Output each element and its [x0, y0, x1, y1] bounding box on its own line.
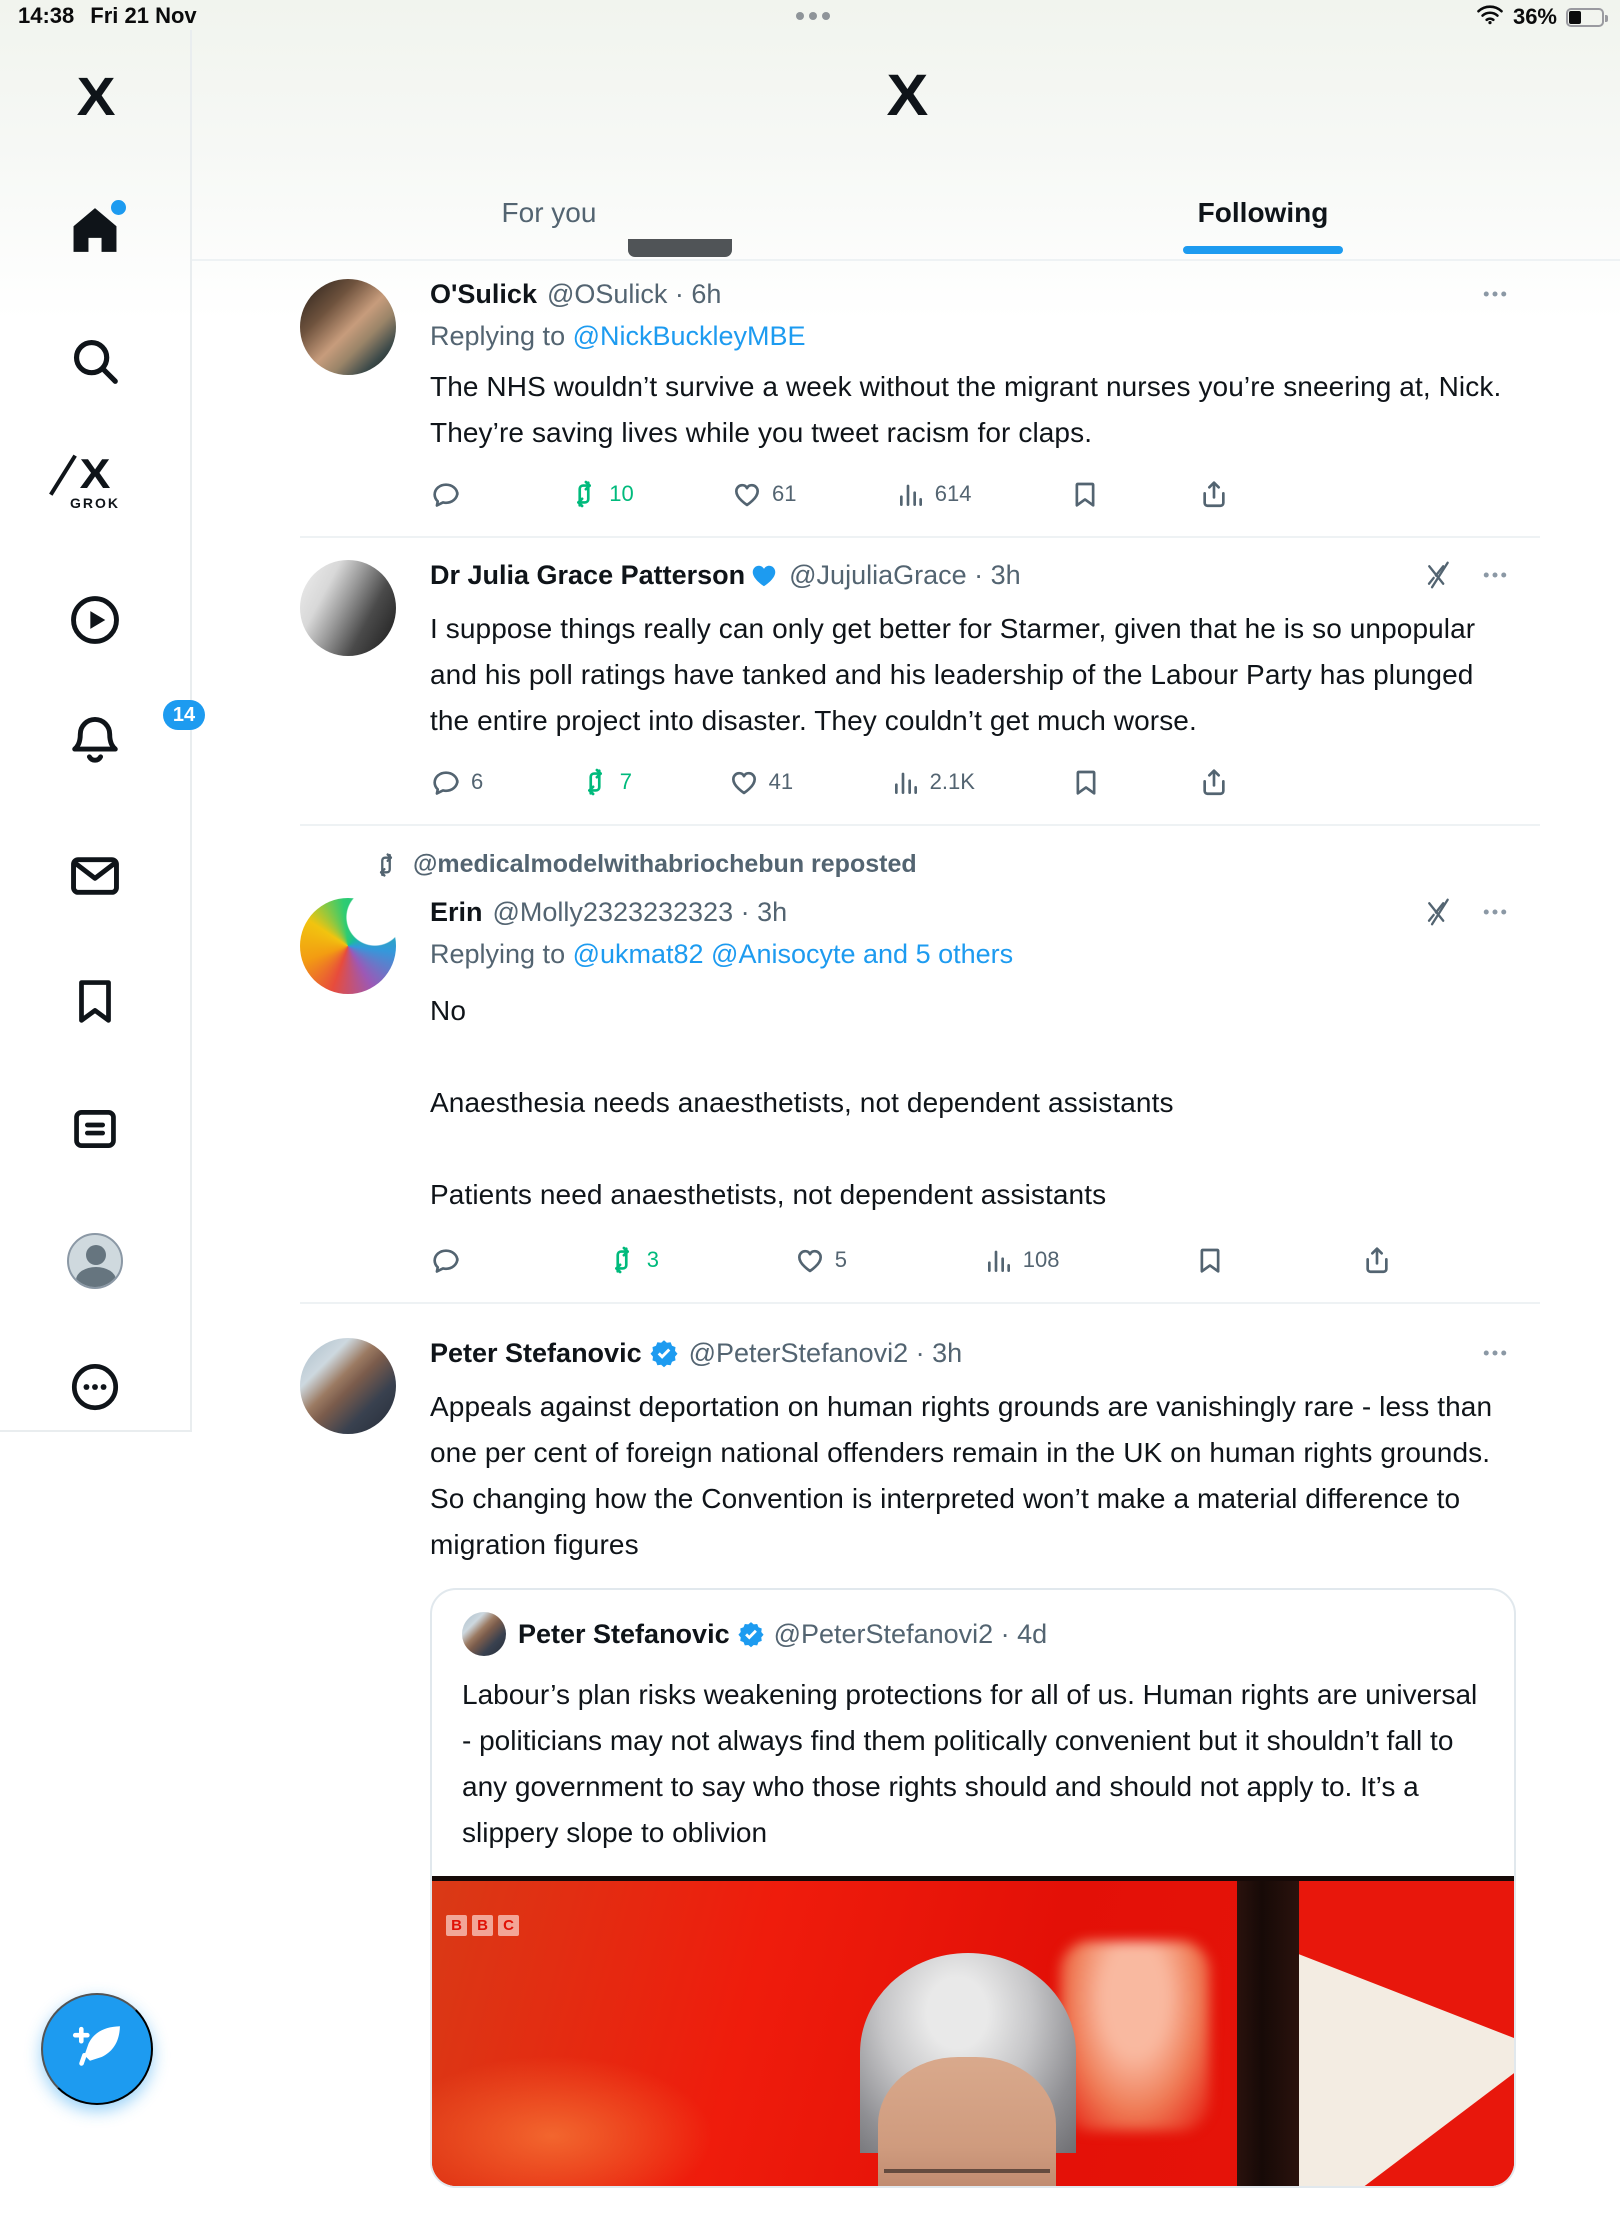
grok-icon: X GROK [70, 455, 120, 511]
views-button[interactable]: 2.1K [889, 766, 975, 798]
like-button[interactable]: 5 [794, 1244, 847, 1276]
sidebar-item-search[interactable] [0, 334, 190, 393]
grok-label: GROK [70, 495, 120, 511]
active-tab-underline [1183, 246, 1343, 254]
compose-feather-icon [68, 2019, 126, 2080]
battery-icon [1566, 8, 1604, 27]
tab-for-you[interactable]: For you [501, 196, 597, 228]
video-thumbnail[interactable] [432, 1876, 1514, 2186]
timestamp: · 4d [993, 1619, 1047, 1649]
more-menu-icon[interactable] [1480, 1338, 1510, 1368]
retweet-button[interactable]: 7 [579, 766, 632, 798]
timestamp: · 6h [667, 279, 721, 309]
battery-percent: 36% [1512, 4, 1557, 29]
display-name[interactable]: Erin [430, 896, 483, 927]
more-circle-icon [68, 1360, 122, 1419]
grok-summary-icon[interactable] [1422, 898, 1450, 926]
sidebar-item-notifications[interactable] [0, 703, 196, 773]
views-button[interactable]: 614 [894, 478, 972, 510]
display-name[interactable]: Dr Julia Grace Patterson [430, 559, 746, 590]
envelope-icon [67, 848, 123, 909]
tweet[interactable] [192, 1304, 1620, 2214]
share-button[interactable] [1198, 766, 1230, 798]
studio-set-panel [1299, 1881, 1514, 2186]
timeline [192, 261, 1620, 2214]
handle: @OSulick [546, 278, 668, 309]
lists-icon [68, 1102, 122, 1161]
reply-button[interactable] [430, 478, 471, 510]
tweet-text: I suppose things really can only get better for Starmer, given that he is so unpopular and his poll ratings have tanked and his leadership of the Labour Party has plunged the entire project into disaster. They couldn’t get much worse. [430, 613, 1476, 736]
quoted-tweet[interactable] [430, 1588, 1516, 2188]
retweet-button[interactable]: 3 [606, 1244, 659, 1276]
studio-lamp [1060, 1941, 1210, 2131]
sidebar-item-more[interactable] [0, 1360, 190, 1419]
handle: @Molly2323232323 [492, 896, 734, 927]
timestamp: · 3h [967, 560, 1021, 590]
tweet[interactable] [192, 826, 1620, 1302]
bookmark-button[interactable] [1069, 478, 1101, 510]
status-bar [0, 0, 1620, 30]
quoted-tweet-text: Labour’s plan risks weakening protections for all of us. Human rights are universal - politicians may not always find them politically convenient but it shouldn’t fall to any government to say who those rights should and should not apply to. It’s a slippery slope to oblivion [462, 1679, 1478, 1848]
bookmark-icon [68, 974, 122, 1033]
avatar[interactable] [300, 560, 396, 656]
notification-badge: 14 [163, 700, 205, 730]
avatar[interactable] [300, 279, 396, 375]
handle: @PeterStefanovi2 [688, 1337, 909, 1368]
like-button[interactable]: 61 [731, 478, 796, 510]
more-menu-icon[interactable] [1480, 279, 1510, 309]
replying-mentions[interactable]: @ukmat82 @Anisocyte and 5 others [572, 939, 1014, 969]
sidebar-item-profile[interactable] [0, 1233, 190, 1289]
verified-badge-icon [649, 1338, 679, 1368]
wifi-icon [1476, 3, 1504, 31]
clock: 14:38 [18, 3, 75, 28]
replying-label: Replying to [430, 321, 573, 351]
views-button[interactable]: 108 [982, 1244, 1060, 1276]
more-menu-icon[interactable] [1480, 897, 1510, 927]
sidebar-item-bookmarks[interactable] [0, 974, 190, 1033]
sidebar [0, 30, 196, 1432]
tweet-text: Appeals against deportation on human rights grounds are vanishingly rare - less than one per cent of foreign national offenders remain in the UK on human rights grounds. So changing how the Convention is interpreted won’t make a material difference to migration figures [430, 1391, 1493, 1560]
repost-banner-text[interactable]: @medicalmodelwithabriochebun reposted [413, 850, 917, 878]
tweet-text: No Anaesthesia needs anaesthetists, not dependent assistants Patients need anaesthetists, not dependent assistants [430, 995, 1174, 1210]
grok-summary-icon[interactable] [1422, 561, 1450, 589]
verified-badge-icon [737, 1620, 765, 1648]
retweet-button[interactable]: 10 [568, 478, 633, 510]
timestamp: · 3h [733, 897, 787, 927]
bbc-logo: B B C [446, 1915, 519, 1936]
replying-mentions[interactable]: @NickBuckleyMBE [572, 321, 806, 351]
replying-label: Replying to [430, 939, 573, 969]
tweet[interactable] [192, 261, 1620, 536]
home-notification-dot [111, 200, 126, 215]
bookmark-button[interactable] [1194, 1244, 1226, 1276]
sidebar-item-video[interactable] [0, 592, 190, 653]
avatar[interactable] [300, 1338, 396, 1434]
sidebar-item-grok[interactable] [0, 450, 190, 511]
handle: @JujuliaGrace [789, 559, 967, 590]
sidebar-item-lists[interactable] [0, 1102, 190, 1161]
display-name[interactable]: Peter Stefanovic [518, 1618, 730, 1649]
more-menu-icon[interactable] [1480, 560, 1510, 590]
tab-following[interactable]: Following [906, 166, 1620, 259]
avatar[interactable] [462, 1612, 506, 1656]
display-name[interactable]: O'Sulick [430, 278, 537, 309]
timestamp: · 3h [908, 1338, 962, 1368]
profile-icon [67, 1233, 123, 1289]
share-button[interactable] [1198, 478, 1230, 510]
like-button[interactable]: 41 [728, 766, 793, 798]
search-icon [68, 334, 122, 393]
partially-scrolled-media[interactable] [628, 239, 732, 257]
reply-button[interactable] [430, 1244, 471, 1276]
sidebar-item-home[interactable] [0, 202, 190, 263]
sidebar-item-messages[interactable] [0, 848, 190, 909]
avatar[interactable] [300, 898, 396, 994]
handle: @PeterStefanovi2 [773, 1618, 994, 1649]
top-x-logo[interactable]: X [886, 63, 926, 128]
tweet-text: The NHS wouldn’t survive a week without the migrant nurses you’re sneering at, Nick. They’re saving lives while you tweet racism for claps. [430, 371, 1502, 448]
blue-heart-emoji [749, 560, 779, 590]
share-button[interactable] [1361, 1244, 1393, 1276]
date: Fri 21 Nov [90, 3, 197, 28]
feed-tabs [192, 166, 1620, 259]
bell-icon [67, 703, 196, 773]
repost-icon [372, 851, 400, 879]
reply-button[interactable]: 6 [430, 766, 483, 798]
sidebar-x-logo[interactable]: X [76, 67, 114, 127]
bookmark-button[interactable] [1070, 766, 1102, 798]
display-name[interactable]: Peter Stefanovic [430, 1337, 642, 1368]
multitasking-grabber-icon[interactable] [796, 12, 830, 20]
home-icon [67, 202, 123, 263]
play-circle-icon [67, 592, 123, 653]
tweet[interactable] [192, 538, 1620, 824]
compose-button[interactable] [41, 1993, 153, 2105]
